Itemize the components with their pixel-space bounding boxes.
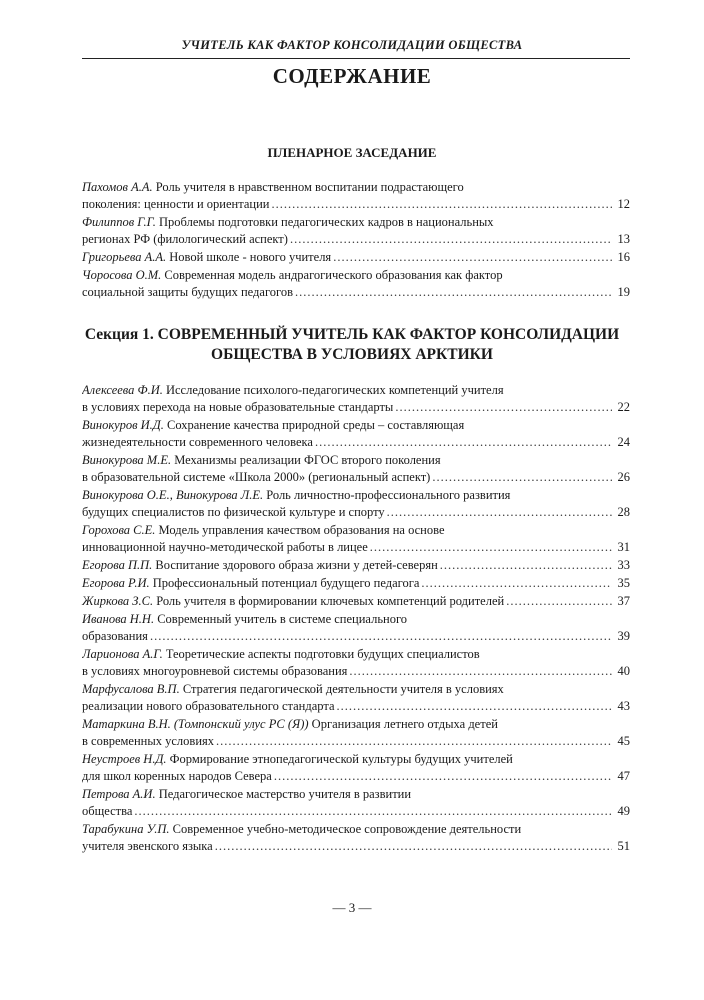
toc-entry	[82, 557, 630, 574]
toc-entry-author: Григорьева А.А.	[82, 250, 167, 264]
toc-entry-title-part-2: жизнедеятельности современного человека	[82, 435, 313, 449]
toc-entry-line	[82, 593, 630, 610]
toc-entry-line	[82, 628, 630, 645]
toc-entry-page-number: 51	[617, 839, 630, 853]
toc-entry-leader-dots	[333, 249, 612, 266]
toc-entry-page-number: 12	[617, 197, 630, 211]
toc-entry-leader-dots	[370, 539, 612, 556]
toc-entry-leader-dots	[274, 768, 612, 785]
toc-entry-text	[82, 231, 288, 248]
toc-entry-text	[82, 539, 368, 556]
toc-entry-line	[82, 231, 630, 248]
toc-entry-first-line	[82, 452, 630, 469]
toc-entry-author: Егорова П.П.	[82, 558, 153, 572]
toc-entry-text	[82, 557, 438, 574]
toc-entry-leader-dots	[150, 628, 612, 645]
toc-entry-title-part-2: образования	[82, 629, 148, 643]
toc-entry-line	[82, 803, 630, 820]
toc-entry-text	[82, 196, 269, 213]
toc-entry-page-number: 19	[617, 285, 630, 299]
toc-entry-leader-dots	[395, 399, 612, 416]
toc-entry-first-line	[82, 821, 630, 838]
toc-entry-first-line	[82, 716, 630, 733]
toc-entry-author: Петрова А.И.	[82, 787, 156, 801]
toc-entry-line	[82, 249, 630, 266]
toc-entry-title-part-1: Сохранение качества природной среды – составляющая	[163, 418, 465, 432]
toc-entry-title: Роль учителя в формировании ключевых компетенций родителей	[153, 594, 505, 608]
toc-entry-title-part-1: Исследование психолого-педагогических компетенций учителя	[162, 383, 504, 397]
toc-entry-leader-dots	[337, 698, 612, 715]
toc-entry-text	[82, 768, 272, 785]
toc-entry-page-number: 16	[617, 250, 630, 264]
toc-entry-line	[82, 434, 630, 451]
toc-entry-author: Тарабукина У.П.	[82, 822, 170, 836]
toc-entry-leader-dots	[215, 838, 612, 855]
toc-entry	[82, 821, 630, 855]
toc-entry-title-part-1: Механизмы реализации ФГОС второго поколения	[171, 453, 441, 467]
toc-entry	[82, 611, 630, 645]
toc-entry-title-part-2: будущих специалистов по физической культуре и спорту	[82, 505, 385, 519]
toc-entry	[82, 382, 630, 416]
toc-entry-text	[82, 399, 393, 416]
section-1-heading	[0, 325, 704, 365]
toc-entry-page-number: 33	[617, 558, 630, 572]
toc-entry-page-number: 37	[617, 594, 630, 608]
toc-entry-leader-dots	[506, 593, 612, 610]
toc-entry	[82, 716, 630, 750]
toc-entry-leader-dots	[387, 504, 612, 521]
toc-entry-text	[82, 733, 214, 750]
section-1-entry-list	[82, 382, 630, 856]
toc-entry-author: Жиркова З.С.	[82, 594, 154, 608]
toc-entry-first-line	[82, 267, 630, 284]
toc-entry-text	[82, 469, 430, 486]
toc-entry	[82, 179, 630, 213]
plenary-heading: ПЛЕНАРНОЕ ЗАСЕДАНИЕ	[267, 145, 437, 160]
toc-entry	[82, 452, 630, 486]
toc-entry-title-part-2: инновационной научно-методической работы в лицее	[82, 540, 368, 554]
toc-entry-leader-dots	[216, 733, 612, 750]
toc-entry-text	[82, 838, 213, 855]
toc-entry-title-part-2: в современных условиях	[82, 734, 215, 748]
toc-entry-page-number: 39	[617, 629, 630, 643]
toc-entry-author: Филиппов Г.Г.	[82, 215, 156, 229]
page-number: — 3 —	[332, 900, 372, 915]
header-rule	[82, 58, 630, 59]
toc-entry	[82, 249, 630, 266]
toc-entry-first-line	[82, 611, 630, 628]
toc-entry-title-part-1: Модель управления качеством образования на основе	[155, 523, 445, 537]
toc-entry-text	[82, 698, 335, 715]
toc-entry-first-line	[82, 646, 630, 663]
toc-entry-author: Горохова С.Е.	[82, 523, 156, 537]
toc-entry-text	[82, 593, 504, 610]
toc-entry-title-part-1: Современная модель андрагогического образования как фактор	[161, 268, 503, 282]
toc-entry-first-line	[82, 214, 630, 231]
toc-entry-leader-dots	[271, 196, 612, 213]
toc-entry-line	[82, 504, 630, 521]
toc-entry-title-part-1: Проблемы подготовки педагогических кадров в национальных	[155, 215, 494, 229]
toc-entry-leader-dots	[349, 663, 612, 680]
toc-entry-page-number: 31	[617, 540, 630, 554]
toc-entry	[82, 417, 630, 451]
toc-entry-author: Марфусалова В.П.	[82, 682, 180, 696]
toc-entry-page-number: 49	[617, 804, 630, 818]
toc-entry-author: Матаркина В.Н. (Томпонский улус РС (Я))	[82, 717, 309, 731]
toc-entry	[82, 214, 630, 248]
toc-entry-title-part-2: регионах РФ (филологический аспект)	[82, 232, 288, 246]
toc-entry-title: Воспитание здорового образа жизни у детей-северян	[152, 558, 438, 572]
toc-entry-line	[82, 768, 630, 785]
toc-entry-line	[82, 575, 630, 592]
toc-entry-page-number: 22	[617, 400, 630, 414]
toc-entry-title-part-2: общества	[82, 804, 133, 818]
section-1-heading-line-2: ОБЩЕСТВА В УСЛОВИЯХ АРКТИКИ	[211, 346, 493, 363]
toc-entry-page-number: 40	[617, 664, 630, 678]
toc-entry-title-part-2: в условиях многоуровневой системы образования	[82, 664, 348, 678]
toc-entry-first-line	[82, 786, 630, 803]
toc-entry-leader-dots	[134, 803, 612, 820]
toc-entry	[82, 681, 630, 715]
toc-entry-page-number: 26	[617, 470, 630, 484]
toc-entry-page-number: 35	[617, 576, 630, 590]
toc-entry-title-part-1: Роль личностно-профессионального развития	[263, 488, 511, 502]
toc-entry-author: Винокурова М.Е.	[82, 453, 172, 467]
toc-entry-first-line	[82, 179, 630, 196]
toc-entry-leader-dots	[421, 575, 612, 592]
toc-entry-text	[82, 663, 347, 680]
toc-entry-author: Егорова Р.И.	[82, 576, 150, 590]
toc-entry-line	[82, 733, 630, 750]
toc-entry-text	[82, 803, 132, 820]
plenary-entry-list	[82, 179, 630, 302]
section-1-heading-line-1: Секция 1. СОВРЕМЕННЫЙ УЧИТЕЛЬ КАК ФАКТОР КОНСОЛИДАЦИИ	[84, 326, 620, 343]
toc-entry-title-part-1: Организация летнего отдыха детей	[308, 717, 498, 731]
toc-entry-author: Винокуров И.Д.	[82, 418, 164, 432]
toc-entry-first-line	[82, 382, 630, 399]
toc-entry-leader-dots	[315, 434, 612, 451]
toc-entry-author: Винокурова О.Е., Винокурова Л.Е.	[82, 488, 264, 502]
running-head: УЧИТЕЛЬ КАК ФАКТОР КОНСОЛИДАЦИИ ОБЩЕСТВА	[181, 38, 523, 52]
toc-entry-text	[82, 628, 148, 645]
toc-entry-title-part-2: в образовательной системе «Школа 2000» (региональный аспект)	[82, 470, 431, 484]
toc-entry-author: Алексеева Ф.И.	[82, 383, 163, 397]
toc-entry-page-number: 45	[617, 734, 630, 748]
toc-entry-text	[82, 575, 419, 592]
toc-entry	[82, 522, 630, 556]
toc-entry-title-part-2: для школ коренных народов Севера	[82, 769, 272, 783]
toc-entry-line	[82, 663, 630, 680]
toc-entry-title-part-1: Теоретические аспекты подготовки будущих специалистов	[162, 647, 480, 661]
toc-entry-line	[82, 838, 630, 855]
toc-entry-title-part-1: Педагогическое мастерство учителя в развитии	[155, 787, 412, 801]
toc-entry	[82, 646, 630, 680]
toc-entry-line	[82, 698, 630, 715]
toc-entry-title: Профессиональный потенциал будущего педагога	[149, 576, 420, 590]
toc-entry-line	[82, 539, 630, 556]
toc-entry-title-part-2: реализации нового образовательного стандарта	[82, 699, 335, 713]
toc-entry-leader-dots	[290, 231, 612, 248]
toc-entry	[82, 786, 630, 820]
toc-entry-title-part-1: Формирование этнопедагогической культуры будущих учителей	[166, 752, 513, 766]
toc-entry-title-part-1: Современный учитель в системе специального	[154, 612, 408, 626]
toc-entry-title-part-2: учителя эвенского языка	[82, 839, 213, 853]
toc-entry-author: Иванова Н.Н.	[82, 612, 155, 626]
toc-entry-text	[82, 249, 331, 266]
toc-entry	[82, 267, 630, 301]
toc-entry-first-line	[82, 751, 630, 768]
toc-entry	[82, 487, 630, 521]
toc-entry-first-line	[82, 681, 630, 698]
toc-entry-page-number: 24	[617, 435, 630, 449]
toc-entry-text	[82, 434, 313, 451]
toc-entry-leader-dots	[432, 469, 612, 486]
toc-entry-title: Новой школе - нового учителя	[166, 250, 332, 264]
toc-entry-title-part-1: Современное учебно-методическое сопровождение деятельности	[169, 822, 522, 836]
toc-entry	[82, 593, 630, 610]
toc-entry-title-part-2: поколения: ценности и ориентации	[82, 197, 270, 211]
toc-entry	[82, 751, 630, 785]
toc-entry-title-part-2: в условиях перехода на новые образовательные стандарты	[82, 400, 394, 414]
toc-entry-line	[82, 557, 630, 574]
toc-entry-page-number: 28	[617, 505, 630, 519]
toc-entry-leader-dots	[440, 557, 612, 574]
toc-entry-text	[82, 284, 293, 301]
toc-entry-author: Чоросова О.М.	[82, 268, 162, 282]
toc-entry-line	[82, 284, 630, 301]
toc-entry-author: Пахомов А.А.	[82, 180, 153, 194]
toc-entry	[82, 575, 630, 592]
toc-entry-page-number: 13	[617, 232, 630, 246]
toc-entry-first-line	[82, 522, 630, 539]
toc-entry-first-line	[82, 487, 630, 504]
toc-entry-line	[82, 399, 630, 416]
page-title: СОДЕРЖАНИЕ	[272, 64, 432, 88]
toc-entry-page-number: 43	[617, 699, 630, 713]
toc-entry-first-line	[82, 417, 630, 434]
toc-entry-title-part-2: социальной защиты будущих педагогов	[82, 285, 293, 299]
toc-entry-title-part-1: Стратегия педагогической деятельности учителя в условиях	[179, 682, 504, 696]
toc-entry-line	[82, 469, 630, 486]
toc-entry-line	[82, 196, 630, 213]
toc-entry-text	[82, 504, 385, 521]
toc-entry-author: Ларионова А.Г.	[82, 647, 163, 661]
toc-entry-page-number: 47	[617, 769, 630, 783]
toc-entry-leader-dots	[295, 284, 612, 301]
toc-entry-author: Неустроев Н.Д.	[82, 752, 167, 766]
toc-entry-title-part-1: Роль учителя в нравственном воспитании подрастающего	[152, 180, 464, 194]
